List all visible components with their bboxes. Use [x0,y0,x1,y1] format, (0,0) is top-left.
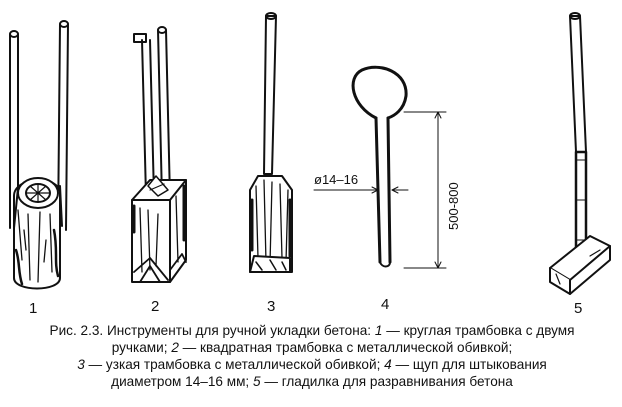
caption-item-text: — круглая трамбовка с двумя [382,323,575,338]
probe-drawing [314,67,461,268]
figure-caption [14,322,610,390]
caption-item-text: — квадратная трамбовка с металлической обивкой; [178,340,513,355]
tool-number-3: 3 [267,298,276,315]
caption-item-number: 1 [374,323,383,338]
caption-line-2 [14,339,610,356]
tool-number-5: 5 [574,300,583,317]
caption-item-number: 5 [252,374,261,389]
caption-item-text: диаметром 14–16 мм; [111,374,253,389]
tool-number-4: 4 [381,296,390,313]
caption-item-text: ручками; [111,340,172,355]
tool-number-1: 1 [29,300,38,317]
square-tamper-drawing [132,27,186,282]
caption-line-4 [14,373,610,390]
caption-prefix: Рис. 2.3. Инструменты для ручной укладки бетона: [49,323,375,338]
caption-item-number: 2 [171,340,179,355]
caption-item-text: — узкая трамбовка с металлической обивкой; [84,357,385,372]
caption-line-1 [14,322,610,339]
round-tamper-drawing [10,21,68,289]
caption-item-number: 3 [77,357,85,372]
tool-number-2: 2 [151,298,160,315]
float-drawing [550,13,610,294]
caption-line-3 [14,356,610,373]
probe-diameter-label: ø14–16 [314,172,359,187]
caption-item-number: 4 [384,357,392,372]
caption-item-text: — щуп для штыкования [391,357,547,372]
probe-length-label: 500-800 [446,182,461,230]
caption-item-text: — гладилка для разравнивания бетона [260,374,513,389]
narrow-tamper-drawing [250,13,292,272]
